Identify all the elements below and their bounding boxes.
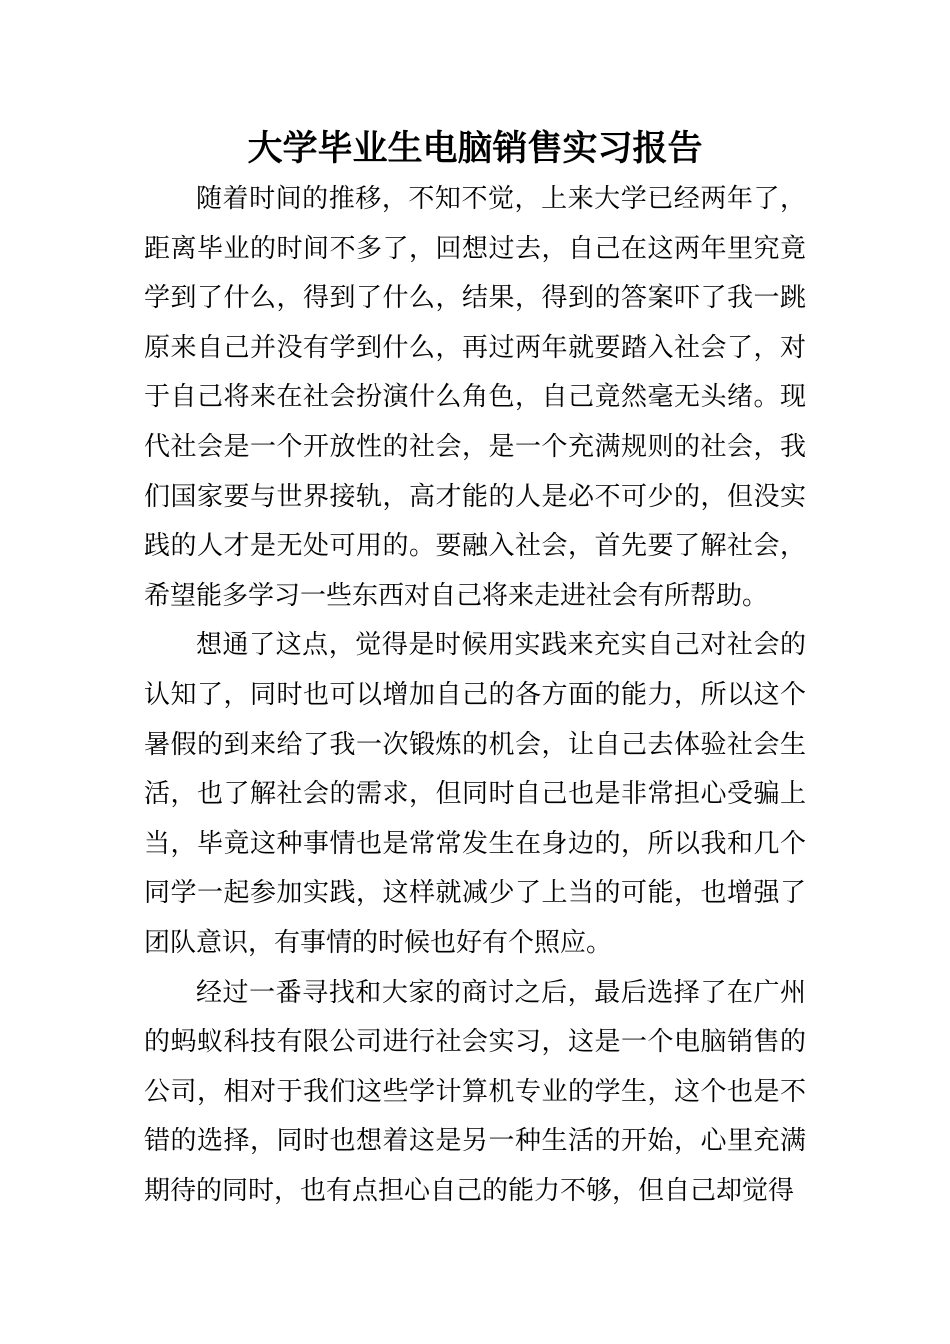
paragraph-3: 经过一番寻找和大家的商讨之后，最后选择了在广州的蚂蚁科技有限公司进行社会实习，这是一个电脑销售的公司，相对于我们这些学计算机专业的学生，这个也是不错的选择，同时也想着这是另一种生活的开始，心里充满期待的同时，也有点担心自己的能力不够，但自己却觉得	[144, 977, 806, 1206]
document-title: 大学毕业生电脑销售实习报告	[247, 129, 703, 169]
document-body	[144, 175, 806, 1216]
paragraph-2: 想通了这点，觉得是时候用实践来充实自己对社会的认知了，同时也可以增加自己的各方面的能力，所以这个暑假的到来给了我一次锻炼的机会，让自己去体验社会生活，也了解社会的需求，但同时自己也是非常担心受骗上当，毕竟这种事情也是常常发生在身边的，所以我和几个同学一起参加实践，这样就减少了上当的可能，也增强了团队意识，有事情的时候也好有个照应。	[144, 630, 806, 958]
paragraph-1: 随着时间的推移，不知不觉，上来大学已经两年了，距离毕业的时间不多了，回想过去，自己在这两年里究竟学到了什么，得到了什么，结果，得到的答案吓了我一跳原来自己并没有学到什么，再过两年就要踏入社会了，对于自己将来在社会扮演什么角色，自己竟然毫无头绪。现代社会是一个开放性的社会，是一个充满规则的社会，我们国家要与世界接轨，高才能的人是必不可少的，但没实践的人才是无处可用的。要融入社会，首先要了解社会，希望能多学习一些东西对自己将来走进社会有所帮助。	[144, 184, 806, 611]
